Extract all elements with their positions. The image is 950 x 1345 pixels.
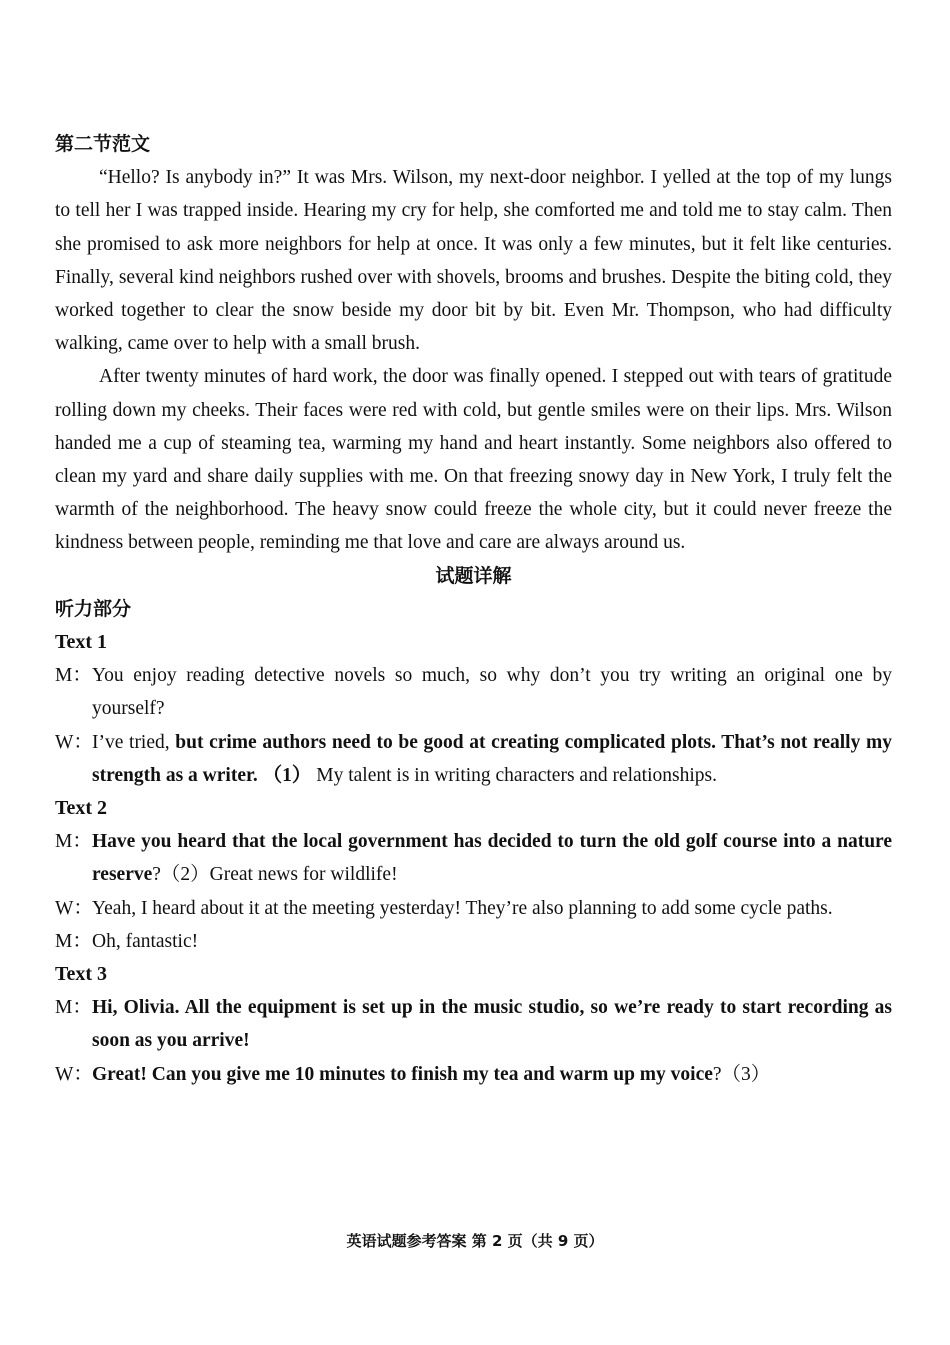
question-number: ?（2） [152,864,210,886]
text2-w1 [55,892,892,925]
text2-title: Text 2 [55,797,108,820]
text2-m2 [55,925,892,958]
text2-m1 [55,825,892,891]
speaker-label: W： [55,897,93,919]
speaker-label: M： [55,665,92,687]
answer-highlight: Hi, Olivia. All the equipment is set up in the music studio, so we’re ready to start recording as soon as you arrive! [92,997,892,1052]
text3-title: Text 3 [55,963,108,986]
essay-paragraph-2: After twenty minutes of hard work, the door was finally opened. I stepped out with tears of gratitude rolling down my cheeks. Their faces were red with cold, but gentle smiles were on their lips. Mrs. Wilson handed me a cup of steaming tea, warming my hand and heart instantly. Some neighbors also offered to clean my yard and share daily supplies with me. On that freezing snowy day in New York, I truly felt the warmth of the neighborhood. The heavy snow could freeze the whole city, but it could never freeze the kindness between people, reminding me that love and care are always around us. [55,366,892,554]
detail-title: 试题详解 [435,564,512,587]
utterance: Yeah, I heard about it at the meeting yesterday! They’re also planning to add some cycle paths. [92,897,833,919]
utterance: You enjoy reading detective novels so much, so why don’t you try writing an original one by yourself? [92,665,892,720]
utterance: My talent is in writing characters and relationships. [316,764,717,786]
answer-highlight: Great! Can you give me 10 minutes to finish my tea and warm up my voice [92,1063,713,1085]
answer-highlight: Have you heard that the local government has decided to turn the old golf course into a nature reserve [92,831,892,886]
question-number: ?（3） [712,1063,771,1085]
answer-highlight: but crime authors need to be good at creating complicated plots. That’s not really my strength as a writer. [92,731,892,786]
text3-w1 [55,1058,892,1091]
speaker-label: M： [55,930,92,952]
speaker-label: M： [55,997,92,1019]
text3-m1 [55,991,892,1057]
text1-w1 [55,726,892,792]
speaker-label: W： [55,731,93,753]
utterance: I’ve tried, [92,731,176,753]
section-title: 第二节范文 [55,133,151,155]
essay-paragraph-1: “Hello? Is anybody in?” It was Mrs. Wilson, my next-door neighbor. I yelled at the top of my lungs to tell her I was trapped inside. Hearing my cry for help, she comforted me and told me to stay calm. Then she promised to ask more neighbors for help at once. It was only a few minutes, but it felt like centuries. Finally, several kind neighbors rushed over with shovels, brooms and brushes. Despite the biting cold, they worked together to clear the snow beside my door bit by bit. Even Mr. Thompson, who had difficulty walking, came over to help with a small brush. [55,167,892,355]
utterance: Great news for wildlife! [209,864,398,886]
page-footer: 英语试题参考答案 第 2 页（共 9 页） [346,1232,604,1250]
text1-title: Text 1 [55,631,108,654]
question-number: （1） [257,764,317,786]
speaker-label: W： [55,1063,93,1085]
speaker-label: M： [55,831,92,853]
listening-title: 听力部分 [55,597,132,620]
text1-m1 [55,659,892,725]
page-content [55,128,892,1091]
utterance: Oh, fantastic! [92,930,199,952]
